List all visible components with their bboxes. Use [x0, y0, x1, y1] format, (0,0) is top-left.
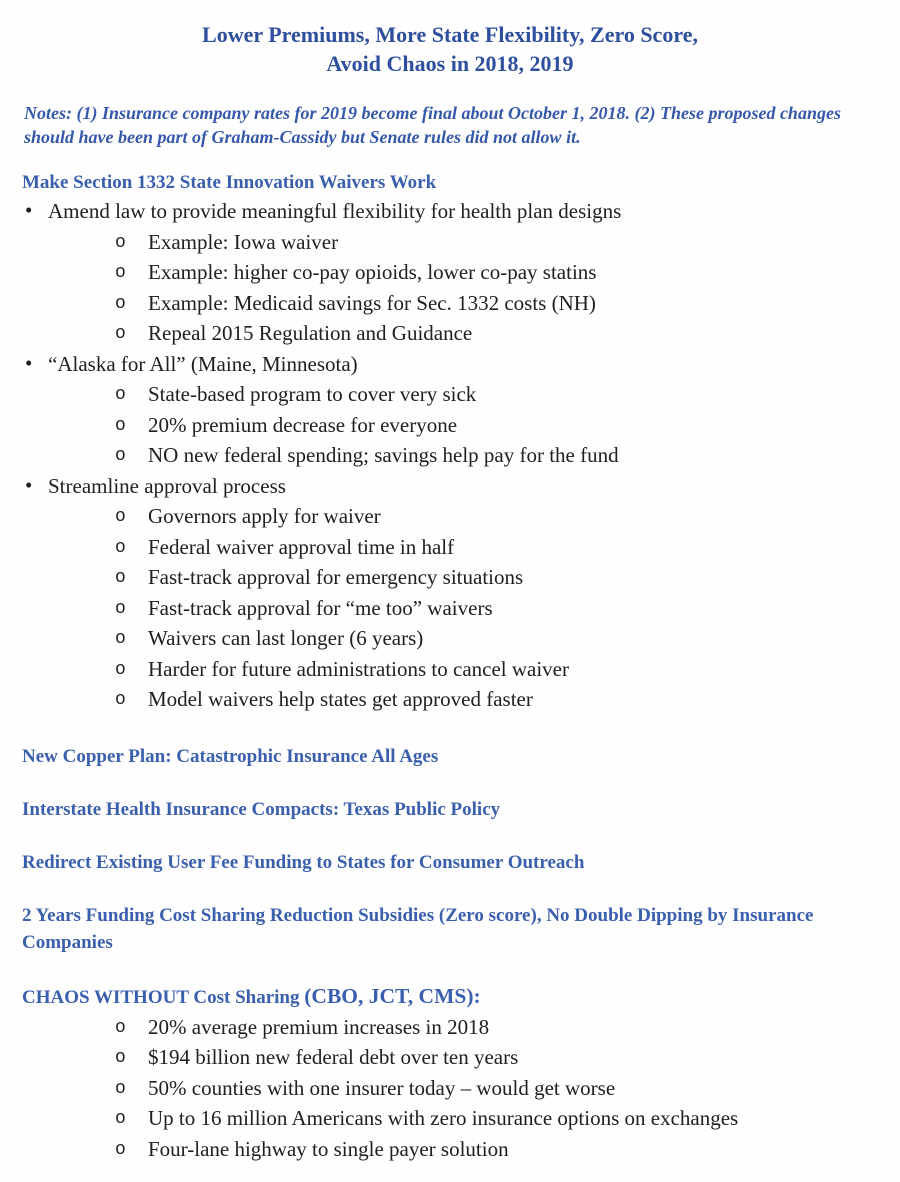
sub-bullet-text: $194 billion new federal debt over ten years [148, 1045, 519, 1069]
bullet-item [0, 471, 900, 502]
bullet-dot-icon: • [25, 472, 33, 497]
circle-bullet-icon: o [115, 324, 126, 344]
sub-bullet-item [0, 1073, 900, 1104]
sub-bullet-text: 20% average premium increases in 2018 [148, 1014, 490, 1039]
bullet-dot-icon: • [25, 198, 33, 222]
notes-paragraph: Notes: (1) Insurance company rates for 2019 become final about October 1, 2018. (2) These proposed changes should have been part of Graham-Cassidy but Senate rules did not allow it. [24, 103, 841, 147]
sub-bullet-text: Governors apply for waiver [148, 504, 381, 528]
sub-bullet-item [0, 257, 900, 288]
sub-bullet-text: 20% premium decrease for everyone [148, 412, 458, 437]
title-line-1: Lower Premiums, More State Flexibility, Zero Score, [202, 22, 698, 47]
circle-bullet-icon: o [115, 1109, 126, 1129]
sub-bullet-item [0, 654, 900, 685]
circle-bullet-icon: o [115, 598, 126, 619]
sub-bullet-text: Repeal 2015 Regulation and Guidance [148, 321, 473, 345]
sub-bullet-text: Waivers can last longer (6 years) [148, 626, 424, 650]
section-heading-1332-waivers: Make Section 1332 State Innovation Waivers Work [22, 172, 437, 193]
section-heading-copper-plan: New Copper Plan: Catastrophic Insurance All Ages [22, 745, 439, 767]
bullet-text: Streamline approval process [48, 473, 286, 498]
circle-bullet-icon: o [115, 507, 126, 527]
chaos-heading-agencies: (CBO, JCT, CMS): [304, 983, 481, 1008]
sub-bullet-item [0, 684, 900, 715]
circle-bullet-icon: o [115, 1139, 126, 1160]
section-heading-interstate-compacts: Interstate Health Insurance Compacts: Texas Public Policy [22, 798, 501, 820]
bullet-dot-icon: • [25, 350, 33, 375]
circle-bullet-icon: o [115, 1078, 126, 1099]
sub-bullet-item [0, 288, 900, 319]
circle-bullet-icon: o [115, 415, 126, 436]
document-title [40, 20, 860, 78]
sub-bullet-text: Example: Medicaid savings for Sec. 1332 costs (NH) [148, 290, 596, 315]
sub-bullet-text: 50% counties with one insurer today – would get worse [148, 1075, 616, 1100]
sub-bullet-item [0, 318, 900, 349]
circle-bullet-icon: o [115, 629, 126, 649]
bullet-item [0, 196, 900, 227]
circle-bullet-icon: o [115, 263, 126, 283]
sub-bullet-text: Model waivers help states get approved faster [148, 687, 533, 711]
sub-bullet-item [0, 1103, 900, 1134]
sub-bullet-text: Fast-track approval for “me too” waivers [148, 595, 493, 620]
sub-bullet-text: Example: Iowa waiver [148, 229, 339, 254]
circle-bullet-icon: o [115, 1048, 126, 1068]
sub-bullet-text: Federal waiver approval time in half [148, 534, 455, 559]
sub-bullet-item [0, 623, 900, 654]
sub-bullet-item [0, 379, 900, 410]
chaos-heading-prefix: CHAOS WITHOUT Cost Sharing [22, 986, 305, 1008]
circle-bullet-icon: o [115, 659, 126, 680]
sub-bullet-text: NO new federal spending; savings help pay for the fund [148, 443, 619, 467]
sub-bullet-text: State-based program to cover very sick [148, 382, 477, 406]
sub-bullet-item [0, 1042, 900, 1073]
sub-bullet-item [0, 562, 900, 593]
section-heading-csr-funding: 2 Years Funding Cost Sharing Reduction Subsidies (Zero score), No Double Dipping by Insurance Companies [22, 904, 814, 953]
sub-bullet-item [0, 501, 900, 532]
sub-bullet-item [0, 532, 900, 563]
sub-bullet-item [0, 1012, 900, 1043]
sub-bullet-item [0, 440, 900, 471]
sub-bullet-item [0, 227, 900, 258]
bullet-item [0, 349, 900, 380]
sub-bullet-item [0, 410, 900, 441]
circle-bullet-icon: o [115, 232, 126, 253]
sub-bullet-item [0, 593, 900, 624]
bullet-text: Amend law to provide meaningful flexibility for health plan designs [48, 199, 622, 223]
sub-bullet-text: Four-lane highway to single payer solution [148, 1136, 509, 1161]
sub-bullet-text: Harder for future administrations to cancel waiver [148, 656, 569, 681]
section-heading-redirect-user-fee: Redirect Existing User Fee Funding to States for Consumer Outreach [22, 851, 585, 873]
sub-bullet-text: Fast-track approval for emergency situations [148, 565, 524, 589]
circle-bullet-icon: o [115, 568, 126, 588]
section-heading-chaos-without-cost-sharing [22, 982, 874, 1012]
circle-bullet-icon: o [115, 293, 126, 314]
bullet-text: “Alaska for All” (Maine, Minnesota) [48, 351, 358, 376]
title-line-2: Avoid Chaos in 2018, 2019 [326, 51, 574, 76]
circle-bullet-icon: o [115, 385, 126, 405]
circle-bullet-icon: o [115, 690, 126, 710]
sub-bullet-text: Up to 16 million Americans with zero insurance options on exchanges [148, 1106, 739, 1130]
circle-bullet-icon: o [115, 1017, 126, 1038]
sub-bullet-item [0, 1134, 900, 1165]
circle-bullet-icon: o [115, 537, 126, 558]
sub-bullet-text: Example: higher co-pay opioids, lower co-pay statins [148, 260, 597, 284]
circle-bullet-icon: o [115, 446, 126, 466]
